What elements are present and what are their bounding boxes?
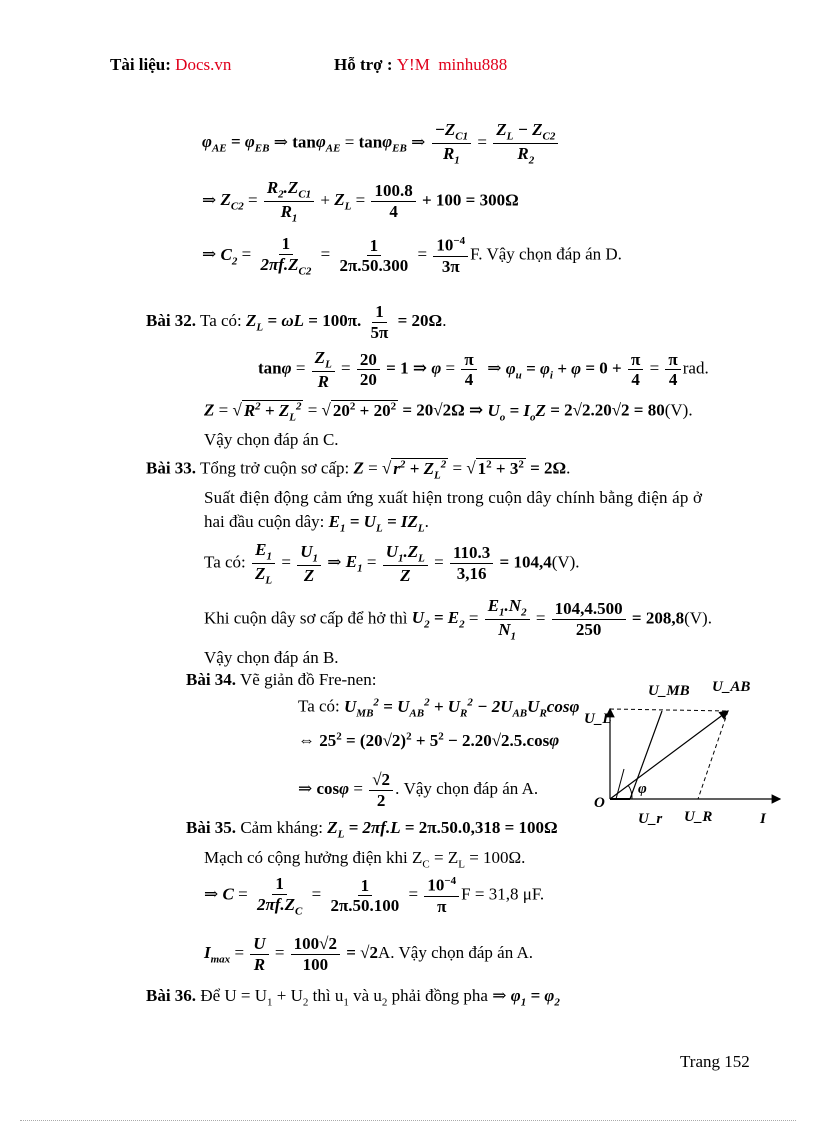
equation-phi: $\varphi_{AE} = \varphi_{EB}$ ⇒ tanφ$_{AE}$ = tanφ$_{EB}$ ⇒ $\frac{-Z_{C1}}{R_1}$ = $\frac{Z_L - Z_{C2}}{R_2}$ bbox=[202, 120, 560, 167]
problem-36: Bài 36. Để $U = U_1 + U_2$ thì $u_1$ và $u_2$ phải đồng pha ⇒ $\varphi_1 = \varphi_2$ bbox=[146, 986, 560, 1009]
label-ur: U_R bbox=[684, 809, 713, 825]
page-number: Trang 152 bbox=[680, 1052, 750, 1071]
equation-34a: Ta có: $U_{MB}^2 = U_{AB}^2 + U_R^2 - 2U_{AB}U_R\cos\varphi$ bbox=[298, 696, 580, 720]
label-uab: U_AB bbox=[712, 679, 751, 695]
equation-imax: $I_{max}$ = $\frac{U}{R}$ = $\frac{100√2}{100}$ = √2A. Vậy chọn đáp án A. bbox=[204, 934, 534, 974]
equation-c2: ⇒ $C_2$ = $\frac{1}{2\pi f.Z_{C2}}$ = $\frac{1}{2\pi.50.300}$ = $\frac{10^{-4}}{3\pi}$ F. Vậy chọn đáp án D. bbox=[202, 234, 622, 277]
equation-tan-phi: tanφ = $\frac{Z_L}{R}$ = $\frac{20}{20}$ = 1 ⇒ φ = $\frac{\pi}{4}$ ⇒ $\varphi_u = \varphi_i + \varphi = 0$ + $\frac{\pi}{4}$ = $\frac{\pi}{4}$ rad. bbox=[258, 348, 709, 392]
fresnel-diagram bbox=[580, 665, 790, 835]
ym-label: Y!M bbox=[396, 55, 430, 74]
small-vector bbox=[616, 769, 624, 799]
label-phi: φ bbox=[638, 781, 647, 797]
dash-right bbox=[698, 711, 728, 799]
dash-top bbox=[610, 709, 728, 711]
problem-32: Bài 32. Ta có: $Z_L = \omega L = 100\pi$. $\frac{1}{5\pi}$ = 20Ω. bbox=[146, 302, 447, 342]
answer-32: Vậy chọn đáp án C. bbox=[204, 430, 339, 449]
equation-u2: Khi cuộn dây sơ cấp để hở thì $U_2 = E_2$ = $\frac{E_1.N_2}{N_1}$ = $\frac{104,4.500}{250}$ = 208,8(V). bbox=[204, 596, 712, 643]
text-33-p2: hai đầu cuộn dây: $E_1 = U_L = IZ_L$. bbox=[204, 512, 429, 535]
answer-33: Vậy chọn đáp án B. bbox=[204, 648, 339, 667]
angle-arc bbox=[628, 785, 632, 799]
equation-c35: ⇒ C = $\frac{1}{2\pi f.Z_C}$ = $\frac{1}{2\pi.50.100}$ = $\frac{10^{-4}}{\pi}$ F = 31,8 μF. bbox=[204, 874, 545, 917]
equation-z32: Z = √ $R^2 + Z_L^2$ = √ $20^2 + 20^2 = 20√2\Omega$ ⇒ $U_o = I_oZ = 2√2.20√2 = 80(V)$. bbox=[204, 400, 693, 424]
label-umb: U_MB bbox=[648, 683, 690, 699]
vector-uab bbox=[610, 711, 728, 799]
header-support: Hỗ trợ : Y!M minhu888 bbox=[334, 55, 508, 74]
header-doc: Tài liệu: Docs.vn bbox=[110, 55, 232, 74]
text-33-p1: Suất điện động cảm ứng xuất hiện trong cuộn dây chính bằng điện áp ở bbox=[204, 488, 703, 507]
ym-id: minhu888 bbox=[438, 55, 508, 74]
problem-34: Bài 34. Vẽ giản đồ Fre-nen: bbox=[186, 670, 377, 689]
equation-34c: ⇒ cosφ = $\frac{√2}{2}$ . Vậy chọn đáp án A. bbox=[298, 770, 539, 810]
label-o: O bbox=[594, 795, 605, 811]
problem-35: Bài 35. Cảm kháng: $Z_L = 2\pi f.L = 2\pi.50.0,318 = 100\Omega$ bbox=[186, 818, 558, 841]
page-divider bbox=[20, 1120, 796, 1121]
equation-e1: Ta có: $\frac{E_1}{Z_L}$ = $\frac{U_1}{Z}$ ⇒ $E_1$ = $\frac{U_1.Z_L}{Z}$ = $\frac{110.3}{3,16}$ = 104,4(V). bbox=[204, 540, 580, 587]
label-ul: U_L bbox=[584, 711, 612, 727]
equation-zc2: ⇒ $Z_{C2}$ = $\frac{R_2.Z_{C1}}{R_1}$ + $Z_L$ = $\frac{100.8}{4}$ + 100 = 300Ω bbox=[202, 178, 519, 225]
text-35-p1: Mạch có cộng hưởng điện khi $Z_C = Z_L = 100\Omega$. bbox=[204, 848, 526, 871]
label-i: I bbox=[760, 811, 766, 827]
doc-site-link[interactable]: Docs.vn bbox=[175, 55, 232, 74]
problem-33: Bài 33. Tổng trở cuộn sơ cấp: Z = √ $r^2 + Z_L^2$ = √ $1^2 + 3^2 = 2\Omega$. bbox=[146, 458, 571, 482]
equation-34b: ⇔ $25^2 = (20√2)^2 + 5^2 - 2.20√2.5.\cos\varphi$ bbox=[298, 730, 560, 750]
label-ur-small: U_r bbox=[638, 811, 663, 827]
